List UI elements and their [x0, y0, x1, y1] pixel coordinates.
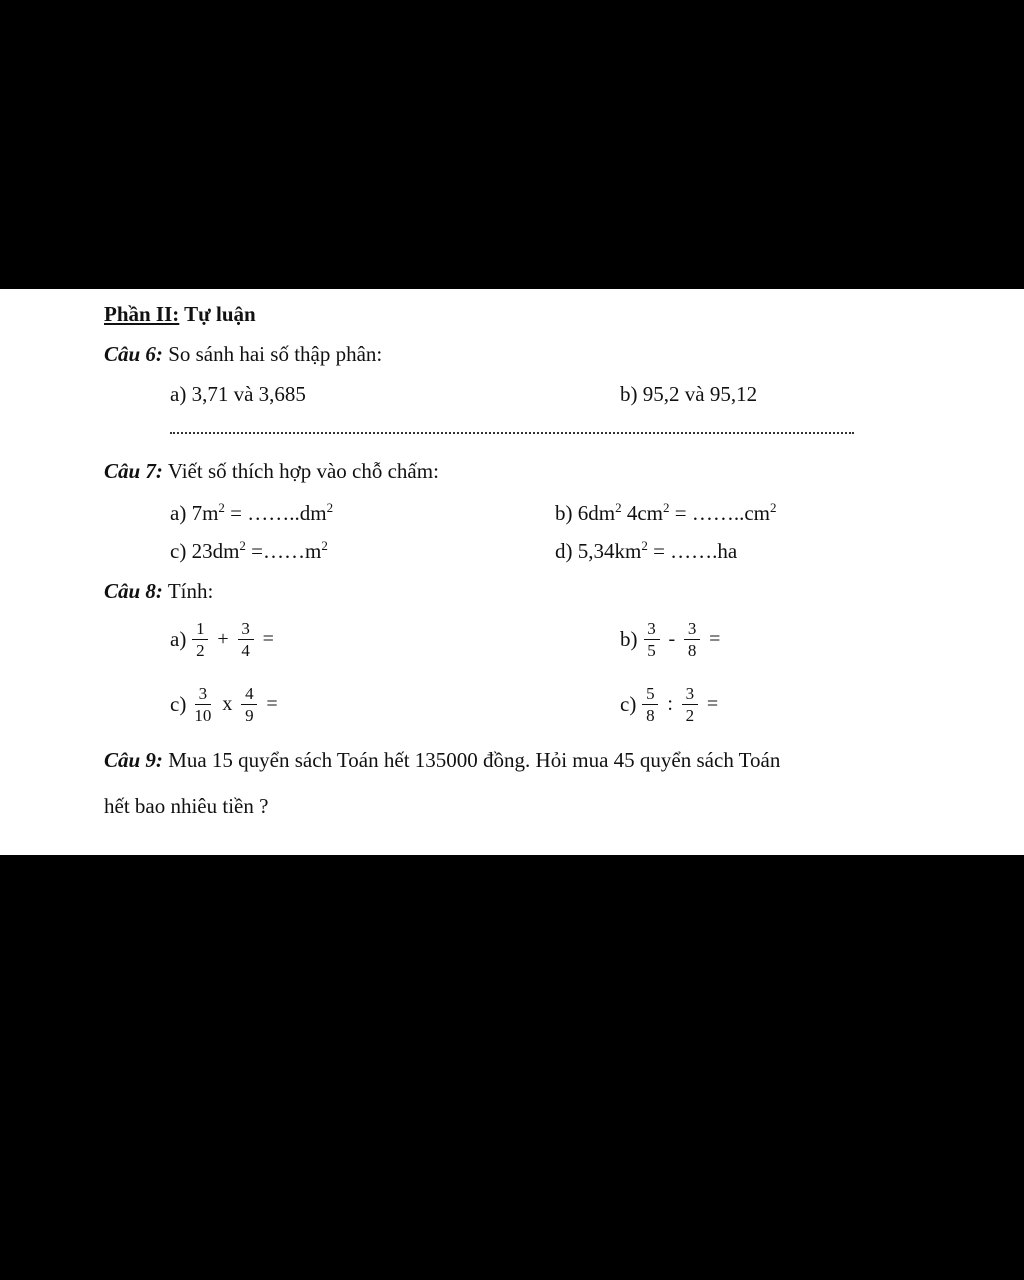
question-8-prompt: Tính:	[167, 579, 214, 603]
denominator: 4	[241, 641, 250, 660]
question-9	[104, 747, 780, 773]
denominator: 10	[194, 706, 212, 725]
question-7-label: Câu 7:	[104, 459, 163, 483]
fraction	[192, 619, 208, 660]
question-7	[104, 458, 439, 484]
q7a-sup: 2	[218, 500, 225, 515]
question-8-item-d	[620, 684, 721, 725]
equals-sign: =	[709, 628, 721, 650]
numerator: 3	[238, 619, 254, 640]
question-6	[104, 341, 382, 367]
q7b-blank: = ……..cm	[669, 501, 770, 525]
equals-sign: =	[262, 628, 274, 650]
question-6-label: Câu 6:	[104, 342, 163, 366]
question-8	[104, 578, 213, 604]
fraction	[238, 619, 254, 660]
q7a-sup-2: 2	[326, 500, 334, 515]
denominator: 2	[685, 706, 695, 725]
question-9-text: Mua 15 quyển sách Toán hết 135000 đồng. Hỏi mua 45 quyển sách Toán	[168, 748, 781, 772]
operator: :	[667, 693, 673, 715]
numerator: 3	[684, 619, 700, 640]
numerator: 3	[195, 684, 211, 705]
question-7-item-b	[555, 500, 776, 526]
denominator: 8	[687, 641, 697, 660]
q7b-sup-2: 2	[662, 500, 670, 515]
fraction	[192, 684, 213, 725]
question-6-item-a: a) 3,71 và 3,685	[170, 382, 306, 406]
question-8-item-c	[170, 684, 281, 725]
question-7-item-d	[555, 538, 737, 564]
question-8-item-a	[170, 619, 277, 660]
question-7-prompt: Viết số thích hợp vào chỗ chấm:	[167, 459, 439, 483]
denominator: 9	[245, 706, 254, 725]
q7d-sup: 2	[641, 538, 648, 553]
numerator: 5	[642, 684, 658, 705]
answer-dotted-line	[170, 432, 854, 434]
question-9-text-continued: hết bao nhiêu tiền ?	[104, 794, 269, 818]
part-title: Tự luận	[184, 302, 256, 326]
q8c-label: c)	[170, 692, 187, 716]
question-7-item-c	[170, 538, 328, 564]
question-6-prompt: So sánh hai số thập phân:	[168, 342, 383, 366]
q7a-text: a) 7m	[170, 501, 219, 525]
q7a-blank: = ……..dm	[224, 501, 327, 525]
numerator: 3	[644, 619, 660, 640]
worksheet	[0, 289, 1024, 855]
operator: -	[668, 628, 676, 650]
denominator: 5	[647, 641, 656, 660]
q7b-sup: 2	[615, 500, 622, 515]
denominator: 2	[196, 641, 205, 660]
q7c-sup: 2	[239, 538, 246, 553]
q7b-text-2: 4cm	[621, 501, 663, 525]
question-8-label: Câu 8:	[104, 579, 163, 603]
numerator: 3	[682, 684, 698, 705]
question-9-label: Câu 9:	[104, 748, 163, 772]
question-7-item-a	[170, 500, 333, 526]
numerator: 1	[192, 619, 208, 640]
fraction	[684, 619, 700, 660]
q7c-blank: =……m	[245, 539, 322, 563]
question-8-item-b	[620, 619, 723, 660]
equals-sign: =	[706, 693, 719, 715]
q7b-text: b) 6dm	[555, 501, 616, 525]
operator: x	[222, 693, 233, 715]
fraction	[642, 684, 658, 725]
q7c-text: c) 23dm	[170, 539, 240, 563]
equals-sign: =	[266, 693, 278, 715]
fraction	[644, 619, 660, 660]
part-label: Phần II:	[104, 302, 180, 326]
denominator: 8	[646, 706, 655, 725]
q8d-label: c)	[620, 692, 637, 716]
question-6-item-b: b) 95,2 và 95,12	[620, 382, 758, 406]
fraction	[682, 684, 698, 725]
q8a-label: a)	[170, 627, 187, 651]
q7b-sup-3: 2	[769, 500, 777, 515]
part-heading	[104, 301, 256, 327]
q8b-label: b)	[620, 627, 638, 651]
q7d-text: d) 5,34km	[555, 539, 642, 563]
q7d-blank: = …….ha	[647, 539, 738, 563]
operator: +	[217, 628, 229, 650]
numerator: 4	[241, 684, 257, 705]
q7c-sup-2: 2	[321, 538, 328, 553]
fraction	[241, 684, 257, 725]
